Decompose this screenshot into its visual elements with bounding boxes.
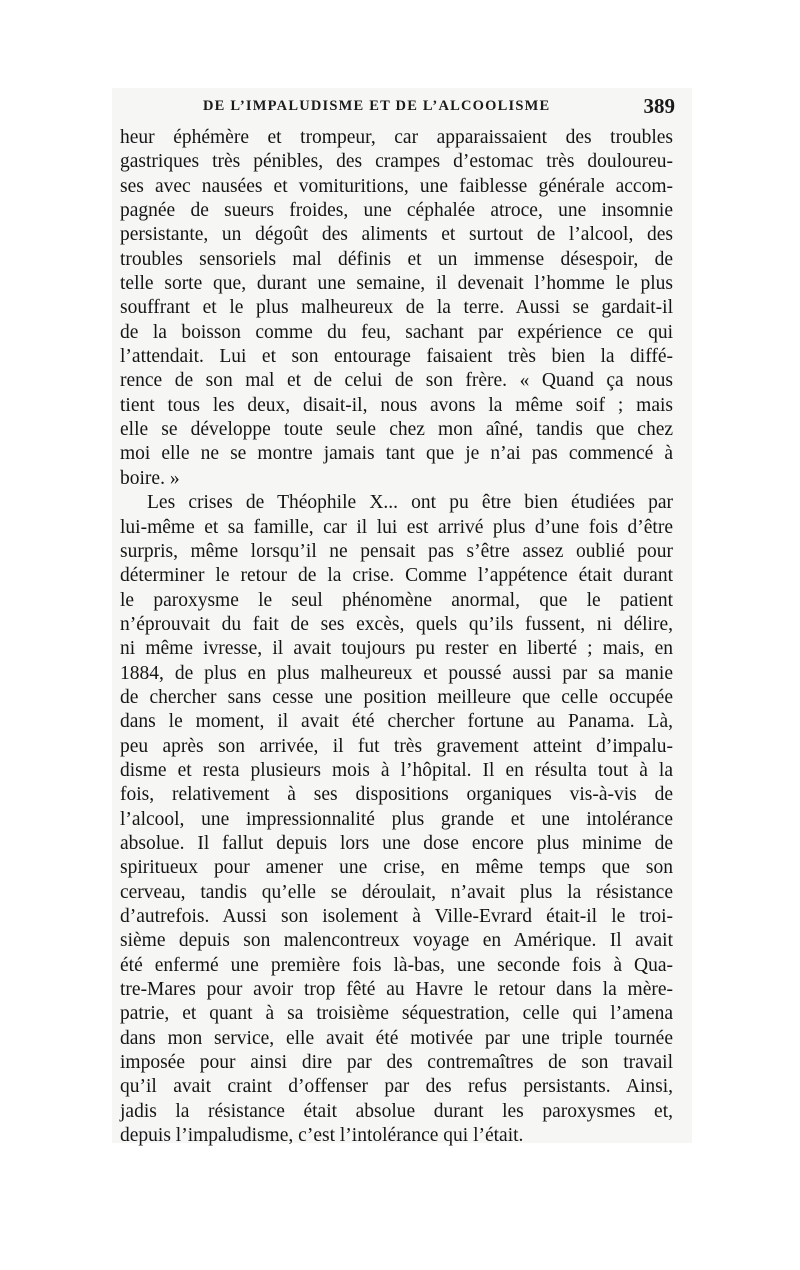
page-number: 389 xyxy=(643,94,675,118)
text-line: tre-Mares pour avoir trop fêté au Havre le retour dans la mère- xyxy=(120,979,673,1001)
text-line: rence de son mal et de celui de son frère. « Quand ça nous xyxy=(120,370,673,392)
text-line: telle sorte que, durant une semaine, il devenait l’homme le plus xyxy=(120,273,673,295)
text-line: 1884, de plus en plus malheureux et poussé aussi par sa manie xyxy=(120,662,673,684)
text-line: heur éphémère et trompeur, car apparaissaient des troubles xyxy=(120,127,673,148)
text-line: spiritueux pour amener une crise, en même temps que son xyxy=(120,857,673,879)
text-line: imposée pour ainsi dire par des contremaîtres de son travail xyxy=(120,1052,673,1074)
text-line: fois, relativement à ses dispositions organiques vis-à-vis de xyxy=(120,784,673,806)
paragraph xyxy=(120,126,673,491)
text-line: peu après son arrivée, il fut très gravement atteint d’impalu- xyxy=(120,735,673,757)
text-line: d’autrefois. Aussi son isolement à Ville-Evrard était-il le troi- xyxy=(120,906,673,927)
text-line: n’éprouvait du fait de ses excès, quels qu’ils fussent, ni délire, xyxy=(120,613,673,635)
text-line: l’alcool, une impressionnalité plus grande et une intolérance xyxy=(120,808,673,830)
text-line: cerveau, tandis qu’elle se déroulait, n’avait plus la résistance xyxy=(120,881,673,903)
text-line: gastriques très pénibles, des crampes d’estomac très douloureu- xyxy=(120,151,673,173)
text-line: de chercher sans cesse une position meilleure que celle occupée xyxy=(120,686,673,708)
text-line: patrie, et quant à sa troisième séquestration, celle qui l’amena xyxy=(120,1003,673,1025)
text-line: Les crises de Théophile X... ont pu être bien étudiées par xyxy=(147,492,673,514)
text-line: elle se développe toute seule chez mon aîné, tandis que chez xyxy=(120,419,673,441)
text-line: dans le moment, il avait été chercher fortune au Panama. Là, xyxy=(120,711,673,733)
text-line: tient tous les deux, disait-il, nous avons la même soif ; mais xyxy=(120,394,673,416)
running-title: DE L’IMPALUDISME ET DE L’ALCOOLISME xyxy=(203,98,551,114)
text-line: troubles sensoriels mal définis et un immense désespoir, de xyxy=(120,248,673,270)
text-line: absolue. Il fallut depuis lors une dose encore plus minime de xyxy=(120,832,673,854)
text-line: depuis l’impaludisme, c’est l’intolérance qui l’était. xyxy=(120,1125,524,1147)
text-line: jadis la résistance était absolue durant les paroxysmes et, xyxy=(120,1100,673,1122)
text-line: de la boisson comme du feu, sachant par expérience ce qui xyxy=(120,321,673,343)
text-line: qu’il avait craint d’offenser par des refus persistants. Ainsi, xyxy=(120,1076,673,1098)
text-line: pagnée de sueurs froides, une céphalée atroce, une insomnie xyxy=(120,200,673,222)
text-line: été enfermé une première fois là-bas, une seconde fois à Qua- xyxy=(120,954,673,976)
text-line: boire. » xyxy=(120,467,180,489)
text-line: persistante, un dégoût des aliments et surtout de l’alcool, des xyxy=(120,224,673,246)
text-line: sième depuis son malencontreux voyage en Amérique. Il avait xyxy=(120,930,673,952)
body-text xyxy=(120,126,673,1148)
text-line: l’attendait. Lui et son entourage faisaient très bien la diffé- xyxy=(120,346,673,368)
text-line: ses avec nausées et vomituritions, une faiblesse générale accom- xyxy=(120,175,673,197)
text-line: ni même ivresse, il avait toujours pu rester en liberté ; mais, en xyxy=(120,638,673,660)
text-line: dans mon service, elle avait été motivée par une triple tournée xyxy=(120,1027,673,1049)
text-line: lui-même et sa famille, car il lui est arrivé plus d’une fois d’être xyxy=(120,516,673,538)
text-line: le paroxysme le seul phénomène anormal, que le patient xyxy=(120,589,673,611)
text-line: moi elle ne se montre jamais tant que je n’ai pas commencé à xyxy=(120,443,673,465)
text-line: déterminer le retour de la crise. Comme l’appétence était durant xyxy=(120,565,673,587)
text-line: surpris, même lorsqu’il ne pensait pas s’être assez oublié pour xyxy=(120,540,673,562)
text-line: souffrant et le plus malheureux de la terre. Aussi se gardait-il xyxy=(120,297,673,319)
running-head xyxy=(203,94,675,120)
text-line: disme et resta plusieurs mois à l’hôpital. Il en résulta tout à la xyxy=(120,759,673,781)
paragraph xyxy=(120,491,673,1148)
